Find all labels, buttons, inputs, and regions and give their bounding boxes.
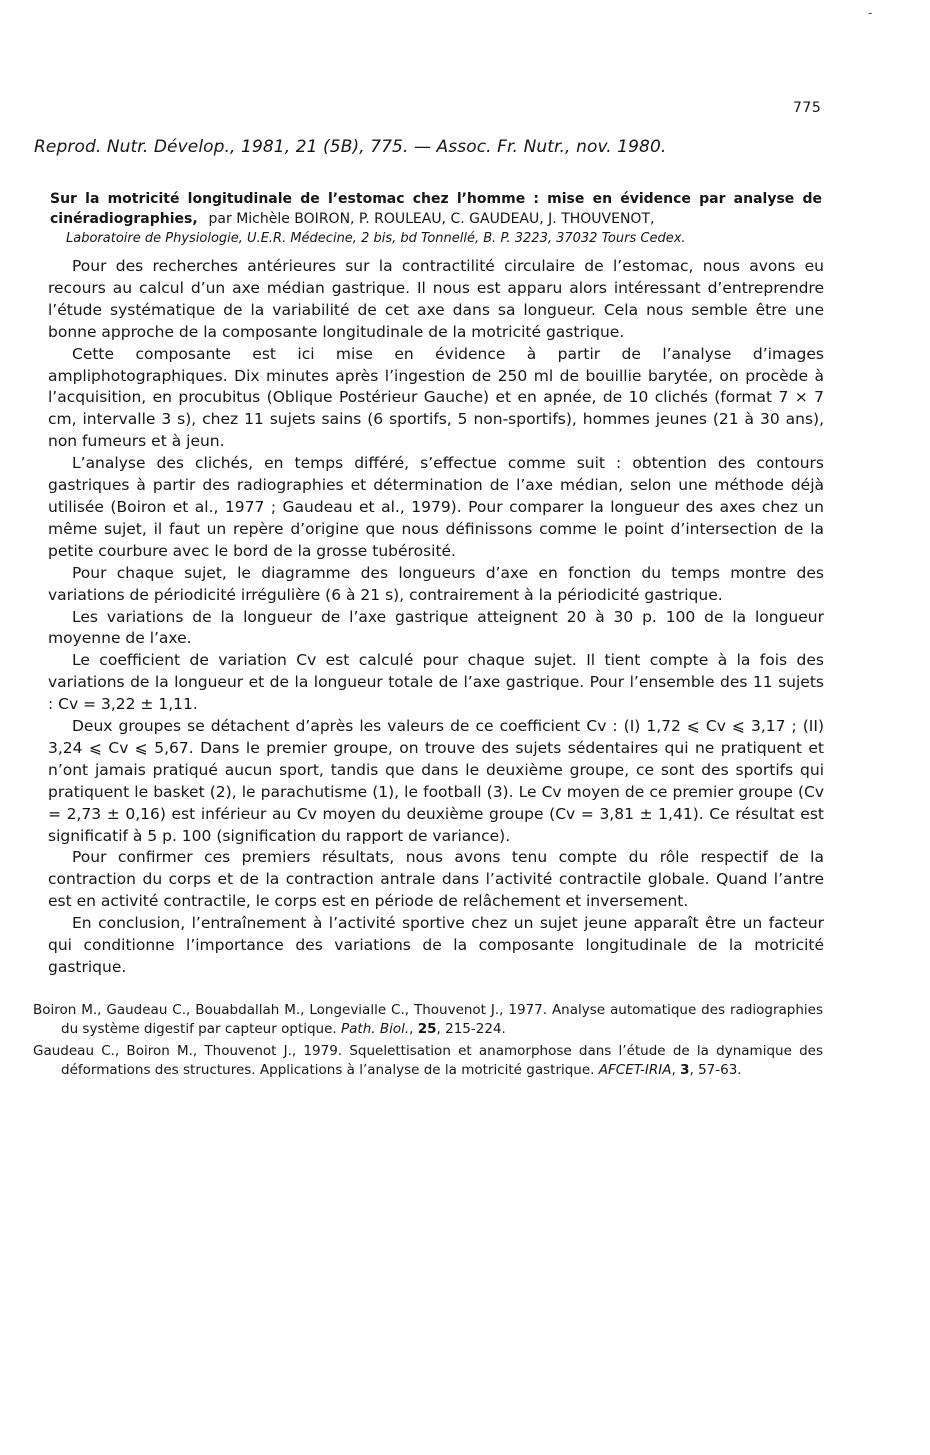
article-body — [48, 256, 824, 979]
body-paragraph: Pour confirmer ces premiers résultats, nous avons tenu compte du rôle respectif de la contraction du corps et de la contraction antrale dans l’activité contractile globale. Quand l’antre est en activité contractile, le corps est en période de relâchement et inversement. — [48, 848, 824, 911]
reference-journal: AFCET-IRIA — [598, 1062, 672, 1078]
reference-item: Gaudeau C., Boiron M., Thouvenot J., 1979. Squelettisation et anamorphose dans l’étude de la dynamique des déformations des structures. Applications à l’analyse de la motricité gastrique. AFCET-IRIA, 3, 57-63. — [33, 1043, 823, 1078]
body-paragraph: En conclusion, l’entraînement à l’activité sportive chez un sujet jeune apparaît être un facteur qui conditionne l’importance des variations de la composante longitudinale de la motricité gastrique. — [48, 914, 824, 976]
reference-volume: 3 — [680, 1062, 690, 1078]
journal-citation: Reprod. Nutr. Dévelop., 1981, 21 (5B), 775. — Assoc. Fr. Nutr., nov. 1980. — [34, 137, 667, 157]
reference-authors: Gaudeau C., Boiron M., Thouvenot J., 1979. — [33, 1043, 343, 1059]
article-title-line — [50, 189, 822, 229]
reference-title: Analyse automatique des radiographies du système digestif par capteur optique. — [61, 1002, 824, 1037]
body-paragraph: Le coefficient de variation Cv est calculé pour chaque sujet. Il tient compte à la fois des variations de la longueur et de la longueur totale de l’axe gastrique. Pour l’ensemble des 11 sujets : Cv = 3,22 ± 1,11. — [48, 651, 824, 714]
article-header — [50, 189, 822, 249]
body-paragraph: Pour chaque sujet, le diagramme des longueurs d’axe en fonction du temps montre des variations de périodicité irrégulière (6 à 21 s), contrairement à la périodicité gastrique. — [48, 563, 824, 604]
reference-authors: Boiron M., Gaudeau C., Bouabdallah M., Longevialle C., Thouvenot J., 1977. — [33, 1002, 548, 1018]
reference-journal: Path. Biol. — [340, 1021, 410, 1037]
page-number: 775 — [793, 100, 822, 116]
article-authors: par Michèle BOIRON, P. ROULEAU, C. GAUDEAU, J. THOUVENOT, — [208, 211, 655, 227]
reference-item: Boiron M., Gaudeau C., Bouabdallah M., Longevialle C., Thouvenot J., 1977. Analyse automatique des radiographies du système digestif par capteur optique. Path. Biol., 25, 215-224. — [33, 1002, 824, 1037]
body-paragraph: Deux groupes se détachent d’après les valeurs de ce coefficient Cv : (I) 1,72 ⩽ Cv ⩽ 3,17 ; (II) 3,24 ⩽ Cv ⩽ 5,67. Dans le premier groupe, on trouve des sujets sédentaires qui ne pratiquent et n’ont jamais pratiqué aucun sport, tandis que dans le deuxième groupe, ce sont des sportifs qui pratiquent le basket (2), le parachutisme (1), le football (3). Le Cv moyen de ce premier groupe (Cv = 2,73 ± 0,16) est inférieur au Cv moyen du deuxième groupe (Cv = 3,81 ± 1,41). Ce résultat est significatif à 5 p. 100 (signification du rapport de variance). — [48, 717, 824, 845]
reference-title: Squelettisation et anamorphose dans l’étude de la dynamique des déformations des structures. Applications à l’analyse de la motricité gastrique. — [61, 1043, 823, 1078]
body-paragraph: L’analyse des clichés, en temps différé, s’effectue comme suit : obtention des contours gastriques à partir des radiographies et détermination de l’axe médian, selon une méthode déjà utilisée (Boiron et al., 1977 ; Gaudeau et al., 1979). Pour comparer la longueur des axes chez un même sujet, il faut un repère d’origine que nous définissons comme le point d’intersection de la petite courbure avec le bord de la grosse tubérosité. — [48, 454, 824, 560]
body-paragraph: Cette composante est ici mise en évidence à partir de l’analyse d’images ampliphotographiques. Dix minutes après l’ingestion de 250 ml de bouillie barytée, on procède à l’acquisition, en procubitus (Oblique Postérieur Gauche) et en apnée, de 10 clichés (format 7 × 7 cm, intervalle 3 s), chez 11 sujets sains (6 sportifs, 5 non-sportifs), hommes jeunes (21 à 30 ans), non fumeurs et à jeun. — [48, 344, 824, 451]
reference-pages: , 215-224. — [436, 1021, 506, 1037]
article-title: Sur la motricité longitudinale de l’estomac chez l’homme : mise en évidence par analyse de cinéradiographies, — [50, 191, 822, 227]
reference-list — [33, 1001, 823, 1083]
reference-pages: , 57-63. — [689, 1062, 742, 1078]
reference-volume: 25 — [417, 1021, 437, 1037]
article-affiliation: Laboratoire de Physiologie, U.E.R. Médecine, 2 bis, bd Tonnellé, B. P. 3223, 37032 Tours Cedex. — [66, 231, 686, 246]
body-paragraph: Pour des recherches antérieures sur la contractilité circulaire de l’estomac, nous avons eu recours au calcul d’un axe médian gastrique. Il nous est apparu alors intéressant d’entreprendre l’étude systématique de la variabilité de cet axe dans sa longueur. Cela nous semble être une bonne approche de la composante longitudinale de la motricité gastrique. — [48, 257, 824, 341]
body-paragraph: Les variations de la longueur de l’axe gastrique atteignent 20 à 30 p. 100 de la longueur moyenne de l’axe. — [48, 607, 824, 648]
corner-mark: - — [868, 6, 873, 20]
